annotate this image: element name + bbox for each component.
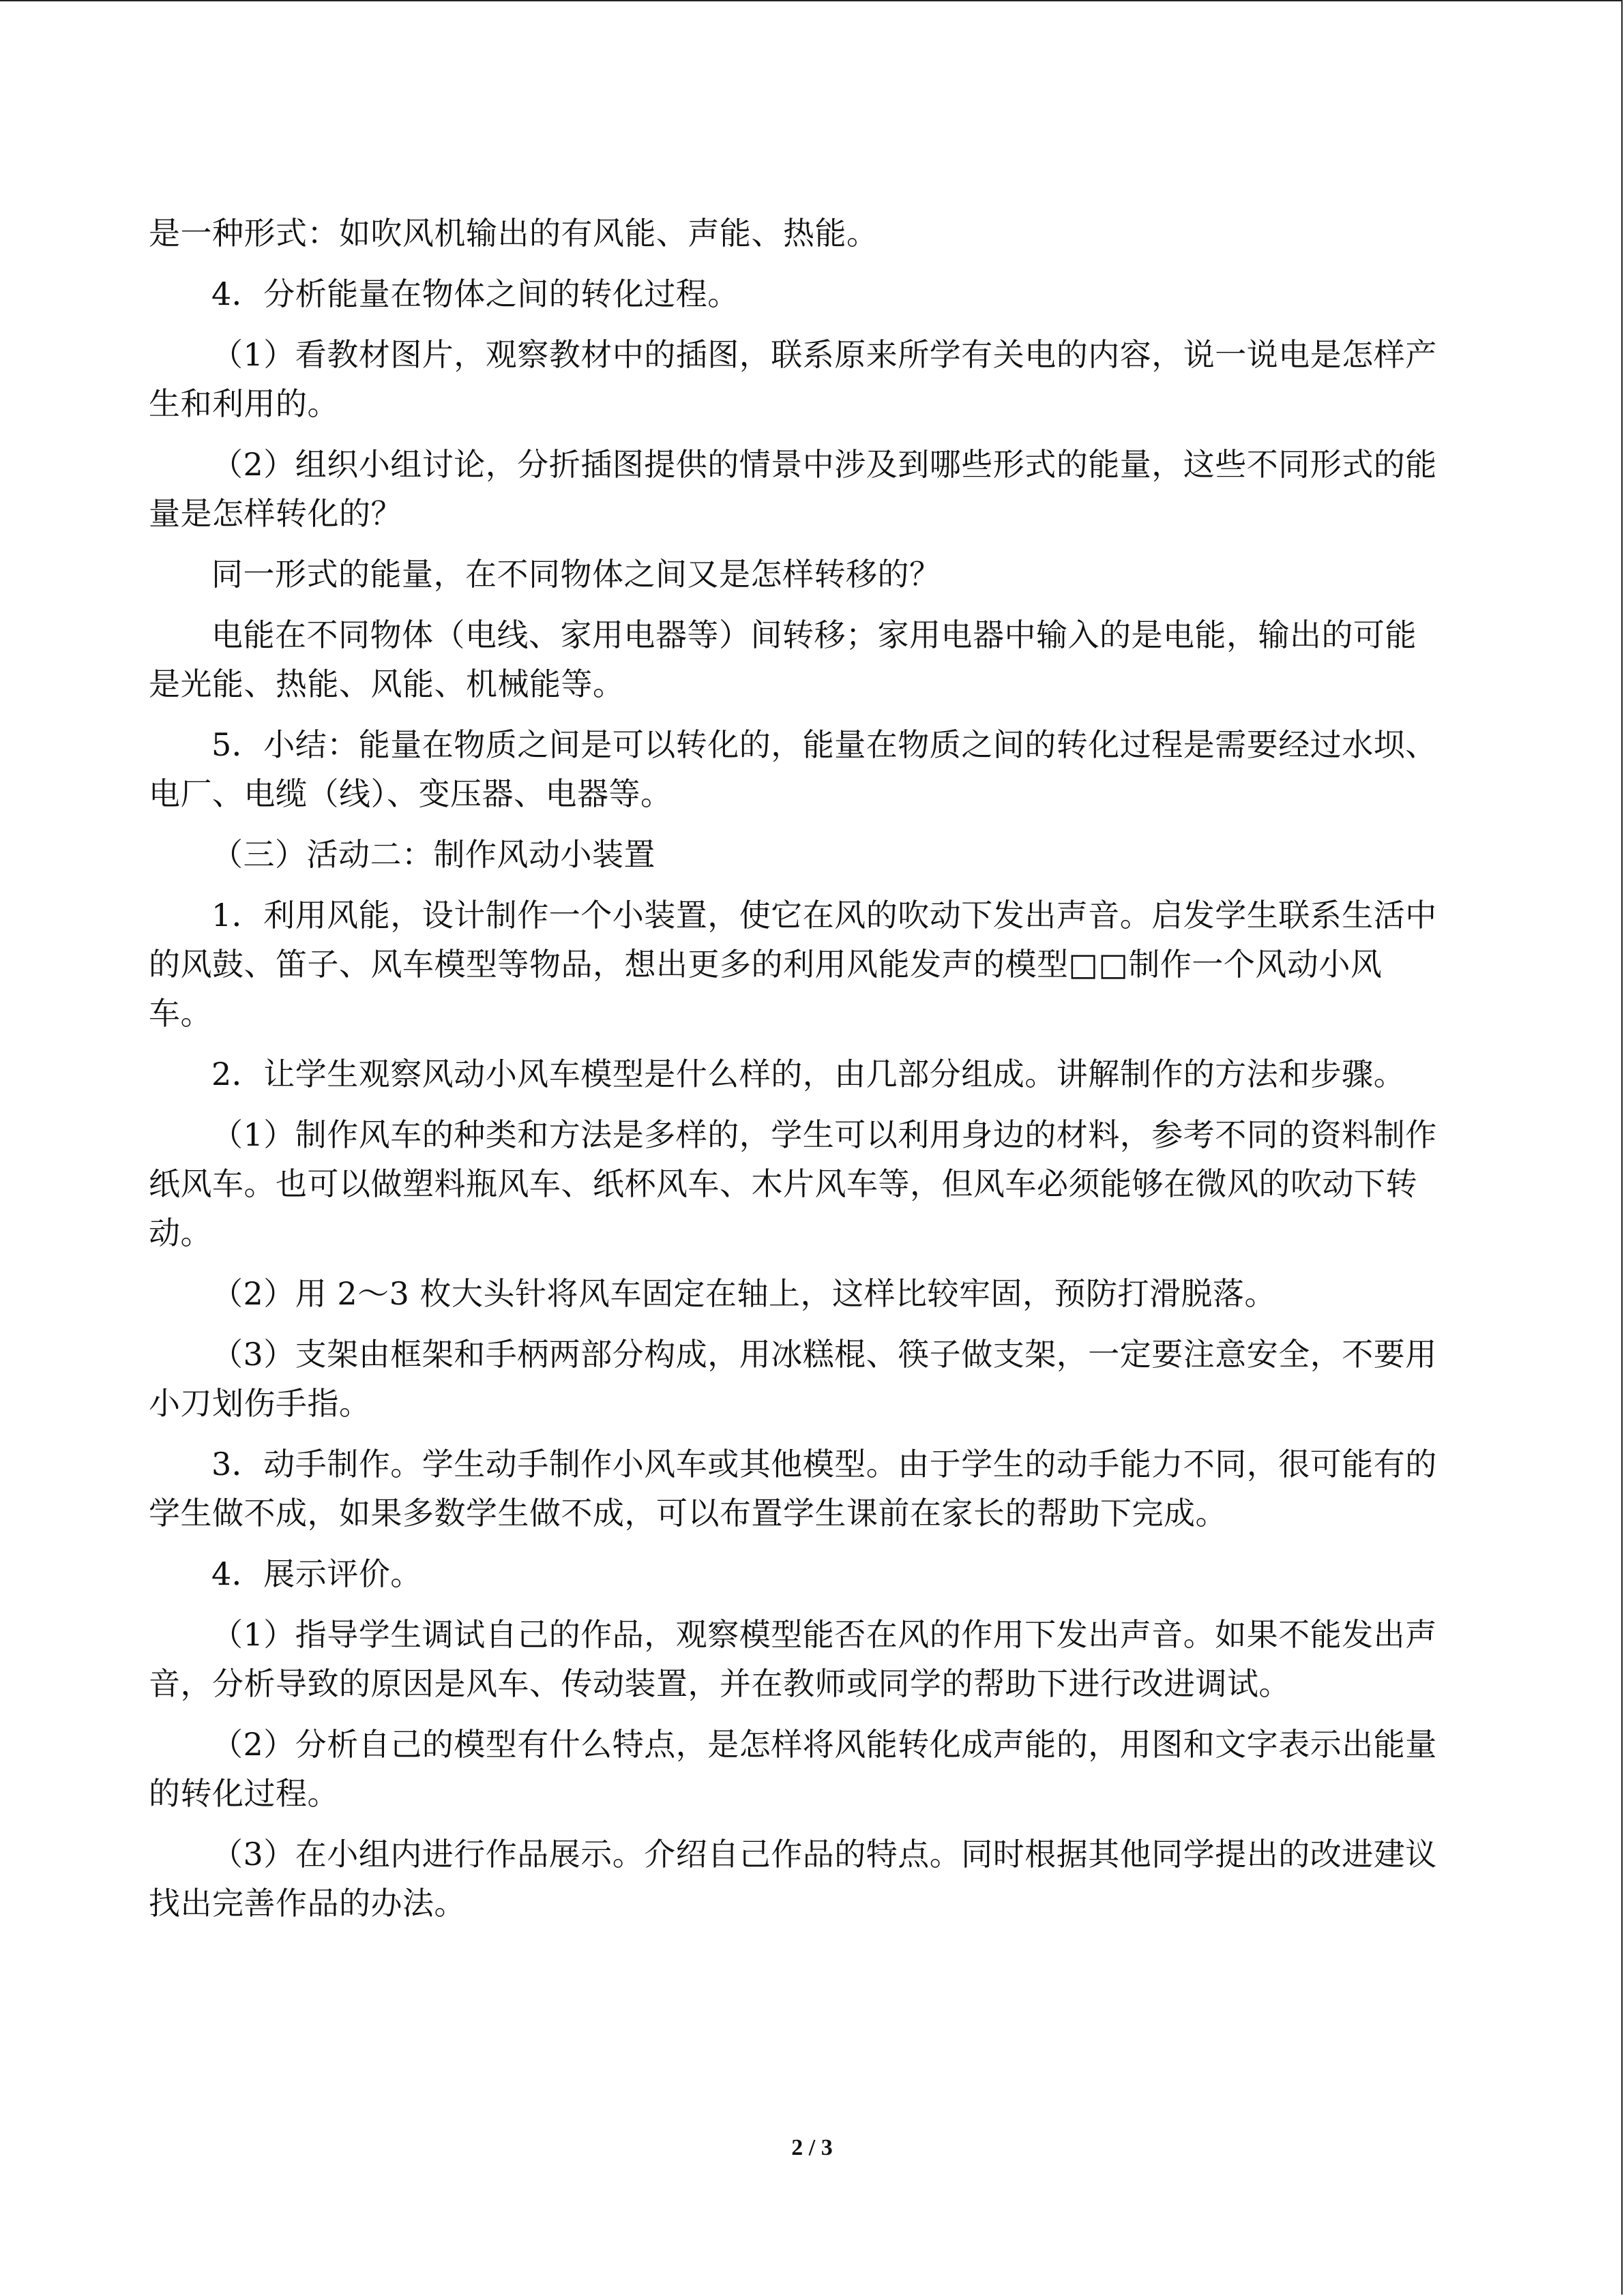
text-line: 1．利用风能，设计制作一个小装置，使它在风的吹动下发出声音。启发学生联系生活中 — [211, 897, 1437, 934]
text-line: 车。 — [149, 995, 212, 1032]
text-line: （1）指导学生调试自己的作品，观察模型能否在风的作用下发出声音。如果不能发出声 — [211, 1616, 1437, 1653]
text-line: 5．小结：能量在物质之间是可以转化的，能量在物质之间的转化过程是需要经过水坝、 — [211, 726, 1437, 763]
text-line: （2）组织小组讨论，分折插图提供的情景中涉及到哪些形式的能量，这些不同形式的能 — [211, 446, 1437, 483]
text-line: 4．分析能量在物体之间的转化过程。 — [211, 275, 739, 312]
text-line: 4．展示评价。 — [211, 1555, 422, 1592]
document-body — [149, 213, 1475, 1924]
page-number: 2 / 3 — [791, 2135, 833, 2160]
text-line: 的转化过程。 — [149, 1775, 339, 1812]
text-line: 是一种形式：如吹风机输出的有风能、声能、热能。 — [149, 215, 879, 252]
text-line: （3）在小组内进行作品展示。介绍自己作品的特点。同时根据其他同学提出的改进建议 — [211, 1836, 1437, 1873]
text-line: 同一形式的能量，在不同物体之间又是怎样转移的？ — [211, 556, 941, 593]
text-line: 音，分析导致的原因是风车、传动装置，并在教师或同学的帮助下进行改进调试。 — [149, 1665, 1290, 1702]
text-line: 量是怎样转化的？ — [149, 495, 402, 532]
text-line: 生和利用的。 — [149, 385, 339, 422]
text-line: 的风鼓、笛子、风车模型等物品，想出更多的利用风能发声的模型□□制作一个风动小风 — [149, 946, 1383, 983]
text-line: 纸风车。也可以做塑料瓶风车、纸杯风车、木片风车等，但风车必须能够在微风的吹动下转 — [149, 1165, 1417, 1202]
section-heading: （三）活动二：制作风动小装置 — [211, 836, 655, 873]
text-line: （2）用 2～3 枚大头针将风车固定在轴上，这样比较牢固，预防打滑脱落。 — [211, 1275, 1277, 1312]
text-line: 动。 — [149, 1214, 212, 1251]
text-line: 小刀划伤手指。 — [149, 1385, 371, 1422]
text-line: 电能在不同物体（电线、家用电器等）间转移；家用电器中输入的是电能，输出的可能 — [211, 616, 1417, 653]
text-line: 是光能、热能、风能、机械能等。 — [149, 666, 625, 702]
text-line: （2）分析自己的模型有什么特点，是怎样将风能转化成声能的，用图和文字表示出能量 — [211, 1726, 1437, 1763]
text-line: 2．让学生观察风动小风车模型是什么样的，由几部分组成。讲解制作的方法和步骤。 — [211, 1056, 1406, 1092]
text-line: 3．动手制作。学生动手制作小风车或其他模型。由于学生的动手能力不同，很可能有的 — [211, 1446, 1437, 1482]
text-line: （3）支架由框架和手柄两部分构成，用冰糕棍、筷子做支架，一定要注意安全，不要用 — [211, 1336, 1437, 1373]
text-line: （1）制作风车的种类和方法是多样的，学生可以利用身边的材料，参考不同的资料制作 — [211, 1116, 1437, 1153]
text-line: （1）看教材图片，观察教材中的插图，联系原来所学有关电的内容，说一说电是怎样产 — [211, 336, 1437, 373]
text-line: 找出完善作品的办法。 — [149, 1885, 466, 1922]
text-line: 学生做不成，如果多数学生做不成，可以布置学生课前在家长的帮助下完成。 — [149, 1495, 1227, 1532]
text-line: 电厂、电缆（线）、变压器、电器等。 — [149, 775, 673, 812]
